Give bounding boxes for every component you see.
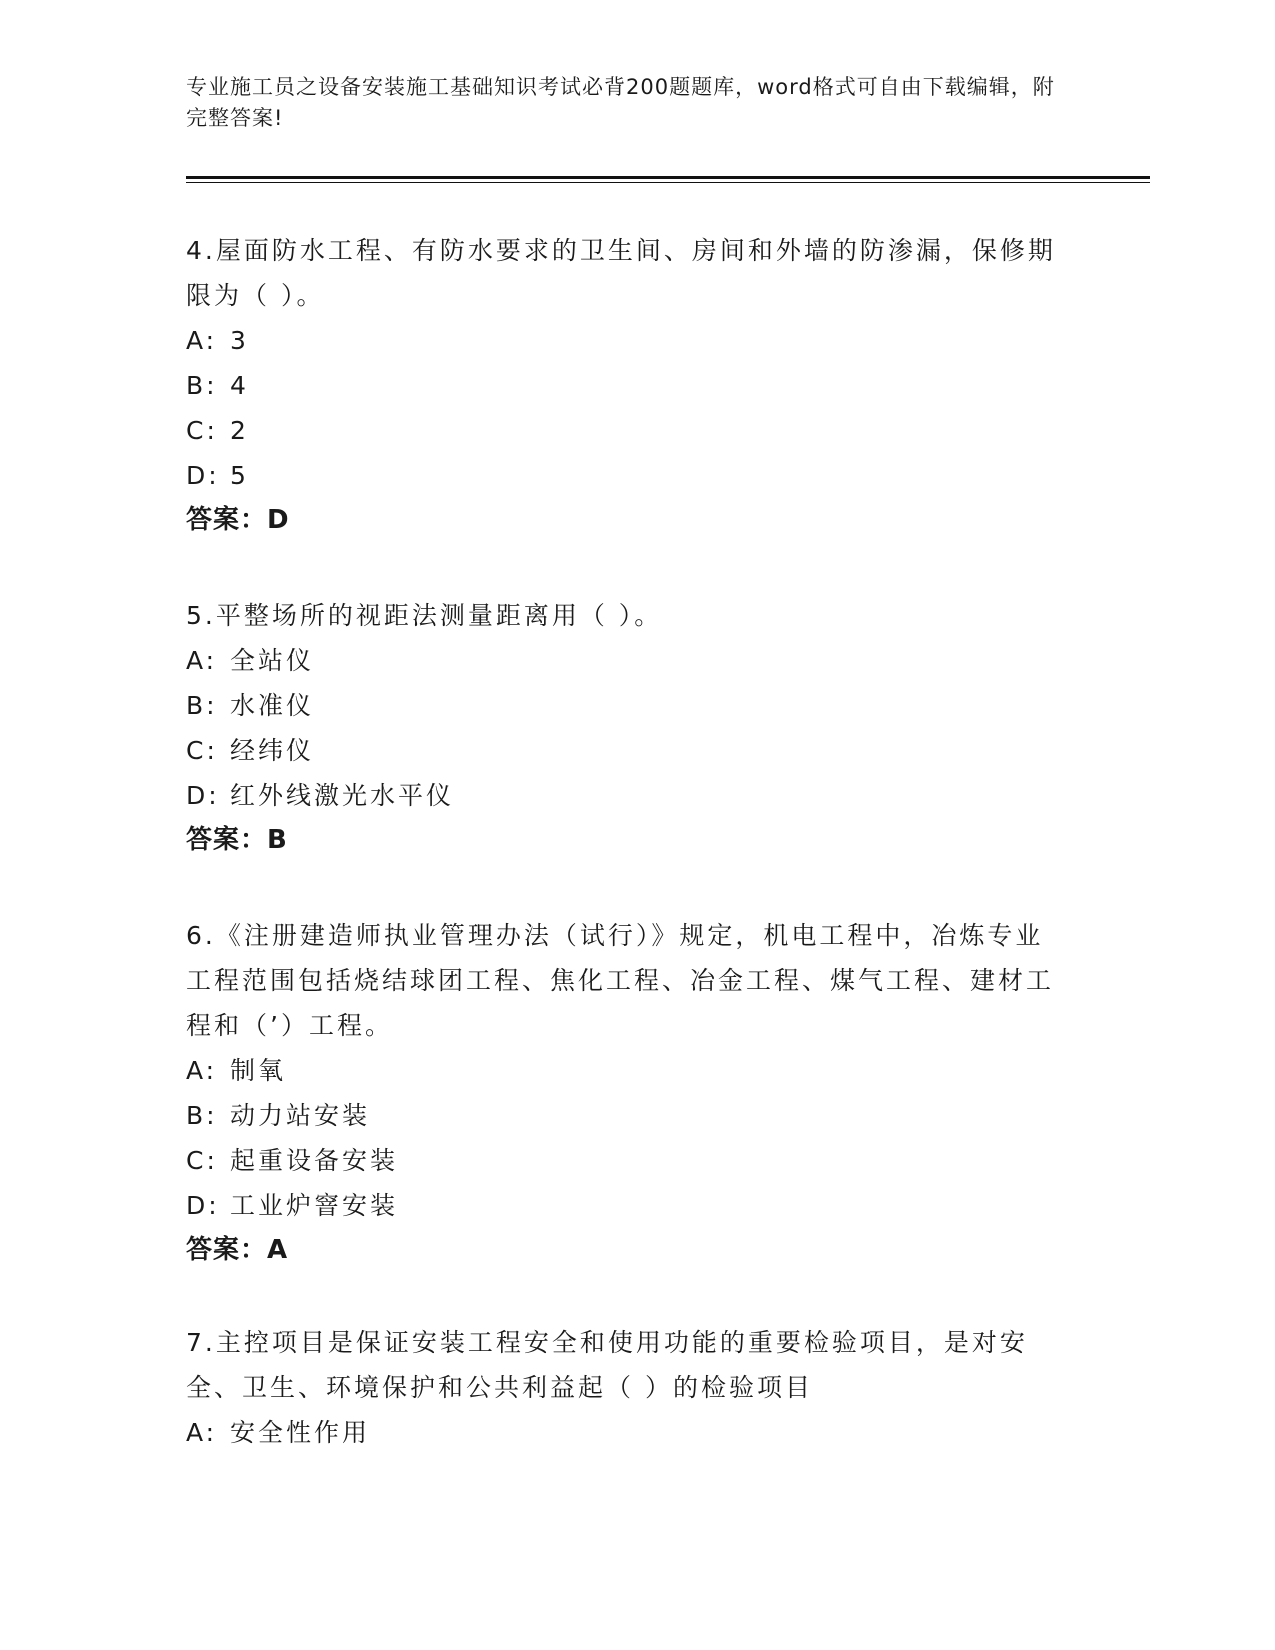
- option-text: 5: [230, 461, 249, 490]
- question-6: [186, 913, 1066, 1273]
- question-5: [186, 593, 1066, 863]
- option-letter: D:: [186, 461, 220, 490]
- answer-label: 答案：B: [186, 825, 288, 855]
- option-text: 4: [230, 371, 249, 400]
- option-b: [186, 1093, 1066, 1138]
- option-letter: A:: [186, 1056, 218, 1085]
- option-d: [186, 1183, 1066, 1228]
- option-text: 起重设备安装: [230, 1146, 399, 1175]
- document-header: 专业施工员之设备安装施工基础知识考试必背200题题库，word格式可自由下载编辑，附完整答案!: [186, 75, 1055, 130]
- option-text: 制氧: [230, 1056, 287, 1085]
- option-letter: D:: [186, 781, 220, 810]
- option-letter: B:: [186, 371, 218, 400]
- option-d: [186, 453, 1066, 498]
- option-letter: B:: [186, 691, 218, 720]
- option-a: [186, 1048, 1066, 1093]
- option-letter: D:: [186, 1191, 220, 1220]
- option-c: [186, 728, 1066, 773]
- answer-label: 答案：D: [186, 505, 290, 535]
- header-divider-thin: [186, 182, 1150, 183]
- question-stem: 5.平整场所的视距法测量距离用（ ）。: [186, 601, 663, 630]
- option-text: 红外线激光水平仪: [230, 781, 455, 810]
- option-text: 动力站安装: [230, 1101, 371, 1130]
- header-divider-thick: [186, 176, 1150, 179]
- option-text: 工业炉窨安装: [230, 1191, 399, 1220]
- option-letter: A:: [186, 1418, 218, 1447]
- option-text: 水准仪: [230, 691, 315, 720]
- option-b: [186, 683, 1066, 728]
- option-letter: A:: [186, 326, 218, 355]
- option-letter: C:: [186, 736, 218, 765]
- option-b: [186, 363, 1066, 408]
- option-a: [186, 1410, 1066, 1455]
- question-stem: 4.屋面防水工程、有防水要求的卫生间、房间和外墙的防渗漏，保修期限为（ ）。: [186, 236, 1056, 310]
- option-letter: A:: [186, 646, 218, 675]
- question-stem: 7.主控项目是保证安装工程安全和使用功能的重要检验项目，是对安全、卫生、环境保护和公共利益起（ ）的检验项目: [186, 1328, 1028, 1402]
- option-c: [186, 408, 1066, 453]
- answer-label: 答案：A: [186, 1235, 289, 1265]
- question-7: [186, 1320, 1066, 1455]
- option-d: [186, 773, 1066, 818]
- option-letter: B:: [186, 1101, 218, 1130]
- option-text: 2: [230, 416, 249, 445]
- option-text: 3: [230, 326, 249, 355]
- option-c: [186, 1138, 1066, 1183]
- option-letter: C:: [186, 1146, 218, 1175]
- question-stem: 6.《注册建造师执业管理办法（试行）》规定，机电工程中，冶炼专业工程范围包括烧结球团工程、焦化工程、冶金工程、煤气工程、建材工程和（’）工程。: [186, 921, 1055, 1040]
- option-text: 经纬仪: [230, 736, 315, 765]
- question-4: [186, 228, 1066, 543]
- option-letter: C:: [186, 416, 218, 445]
- option-a: [186, 638, 1066, 683]
- option-a: [186, 318, 1066, 363]
- option-text: 安全性作用: [230, 1418, 371, 1447]
- option-text: 全站仪: [230, 646, 315, 675]
